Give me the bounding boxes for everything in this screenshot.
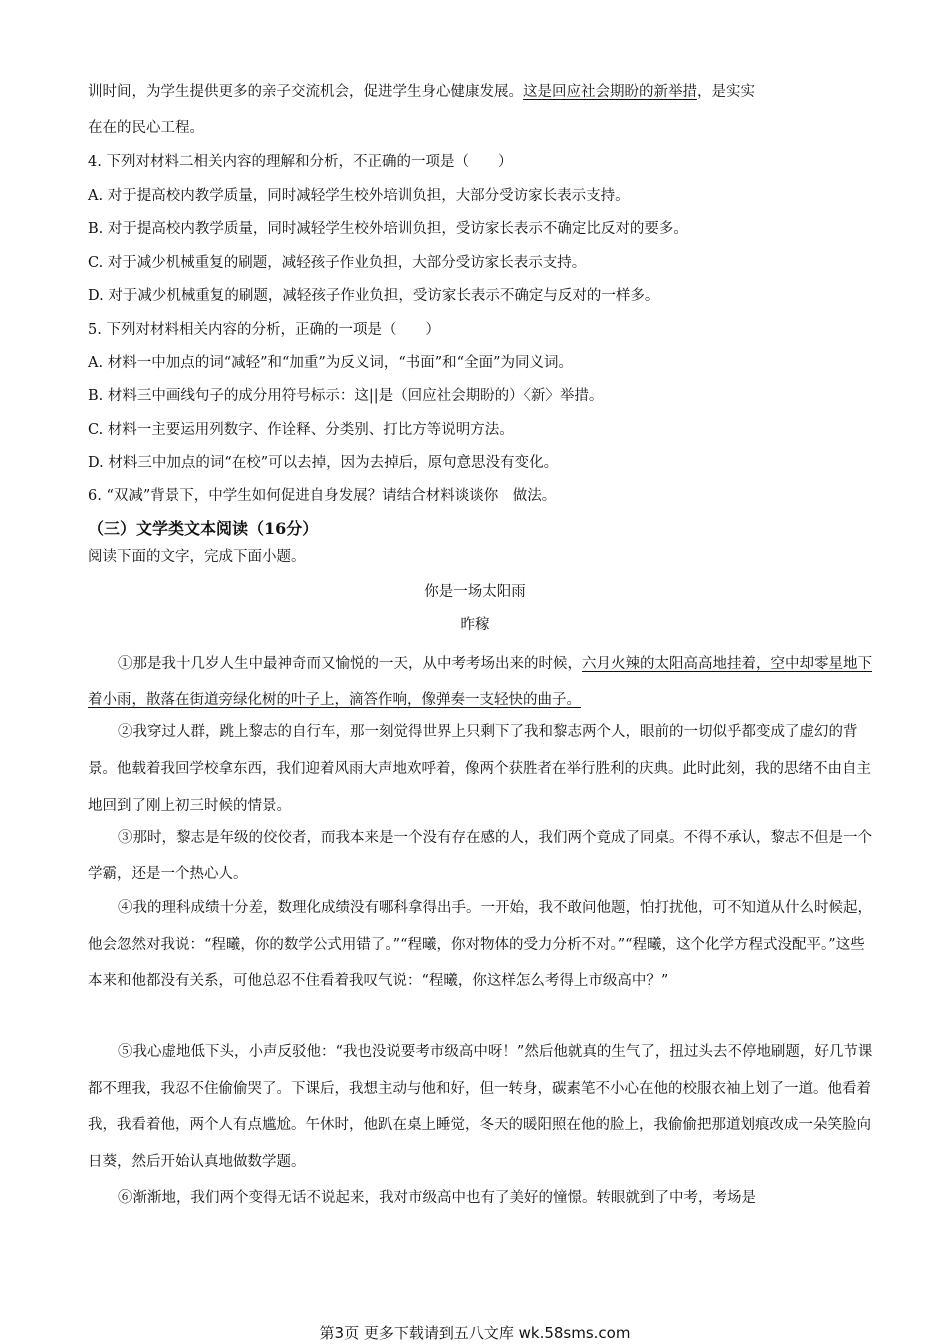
continuation-text: 训时间，为学生提供更多的亲子交流机会，促进学生身心健康发展。 bbox=[88, 84, 523, 100]
paragraph-1-text: ①那是我十几岁人生中最神奇而又愉悦的一天，从中考考场出来的时候， bbox=[118, 656, 582, 672]
question-5-stem: 5. 下列对材料相关内容的分析，正确的一项是（ ） bbox=[88, 322, 440, 338]
section-instruction: 阅读下面的文字，完成下面小题。 bbox=[88, 549, 306, 565]
question-5-option-b: B. 材料三中画线句子的成分用符号标示：这||是（回应社会期盼的）〈新〉举措。 bbox=[88, 388, 604, 404]
page-footer: 第3页 更多下载请到五八文库 wk.58sms.com bbox=[319, 1324, 631, 1342]
story-author: 昨稼 bbox=[460, 617, 490, 633]
question-5-option-d: D. 材料三中加点的词“在校”可以去掉，因为去掉后，原句意思没有变化。 bbox=[88, 455, 559, 471]
question-4-option-c: C. 对于减少机械重复的刷题，减轻孩子作业负担，大部分受访家长表示支持。 bbox=[88, 255, 587, 271]
question-4-option-a: A. 对于提高校内教学质量，同时减轻学生校外培训负担，大部分受访家长表示支持。 bbox=[88, 188, 630, 204]
continuation-text-end: ，是实实 bbox=[697, 84, 755, 100]
paragraph-5: ⑤我心虚地低下头，小声反驳他：“我也没说要考市级高中呀！”然后他就真的生气了，扭过头去不停地刷题，好几节课都不理我，我忍不住偷偷哭了。下课后，我想主动与他和好，但一转身，碳素笔不小心在他的校服衣袖上划了一道。他看着我，我看着他，两个人有点尴尬。午休时，他趴在桌上睡觉，冬天的暖阳照在他的脸上，我偷偷把那道划痕改成一朵笑脸向日葵，然后开始认真地做数学题。 bbox=[88, 1044, 873, 1170]
top-continuation-line-2: 在在的民心工程。 bbox=[88, 120, 204, 136]
paragraph-3: ③那时，黎志是年级的佼佼者，而我本来是一个没有存在感的人，我们两个竟成了同桌。不得不承认，黎志不但是一个学霸，还是一个热心人。 bbox=[88, 830, 872, 882]
question-5-option-a: A. 材料一中加点的词“减轻”和“加重”为反义词，“书面”和“全面”为同义词。 bbox=[88, 355, 573, 371]
paragraph-2: ②我穿过人群，跳上黎志的自行车，那一刻觉得世界上只剩下了我和黎志两个人，眼前的一切似乎都变成了虚幻的背景。他载着我回学校拿东西，我们迎着风雨大声地欢呼着，像两个获胜者在举行胜利的庆典。此时此刻，我的思绪不由自主地回到了刚上初三时候的情景。 bbox=[88, 724, 871, 814]
top-continuation-line-1 bbox=[88, 80, 878, 101]
paragraph-6: ⑥渐渐地，我们两个变得无话不说起来，我对市级高中也有了美好的憧憬。转眼就到了中考，考场是 bbox=[118, 1190, 756, 1206]
question-5-option-c: C. 材料一主要运用列数字、作诠释、分类别、打比方等说明方法。 bbox=[88, 422, 514, 438]
paragraph-1-underline-2: 空中却零星地下着小雨，散落在街道旁绿化树的叶子上，滴答作响，像弹奏一支轻快的曲子。 bbox=[88, 656, 872, 708]
question-4-stem: 4. 下列对材料二相关内容的理解和分析，不正确的一项是（ ） bbox=[88, 154, 513, 170]
underlined-sentence: 这是回应社会期盼的新举措 bbox=[523, 84, 697, 100]
question-6: 6. “双减”背景下，中学生如何促进自身发展？请结合材料谈谈你 做法。 bbox=[88, 488, 557, 504]
paragraph-1 bbox=[88, 646, 878, 718]
story-title: 你是一场太阳雨 bbox=[424, 584, 526, 600]
paragraph-1-underline-1: 六月火辣的太阳高高地挂着， bbox=[582, 656, 771, 672]
section-heading: （三）文学类文本阅读（16分） bbox=[88, 519, 319, 538]
question-4-option-b: B. 对于提高校内教学质量，同时减轻学生校外培训负担，受访家长表示不确定比反对的要多。 bbox=[88, 221, 688, 237]
question-4-option-d: D. 对于减少机械重复的刷题，减轻孩子作业负担，受访家长表示不确定与反对的一样多。 bbox=[88, 288, 660, 304]
paragraph-4: ④我的理科成绩十分差，数理化成绩没有哪科拿得出手。一开始，我不敢问他题，怕打扰他，可不知道从什么时候起，他会忽然对我说：“程曦，你的数学公式用错了。”“程曦，你对物体的受力分析不对。”“程曦，这个化学方程式没配平。”这些本来和他都没有关系，可他总忍不住看着我叹气说：“程曦，你这样怎么考得上市级高中？” bbox=[88, 900, 872, 989]
